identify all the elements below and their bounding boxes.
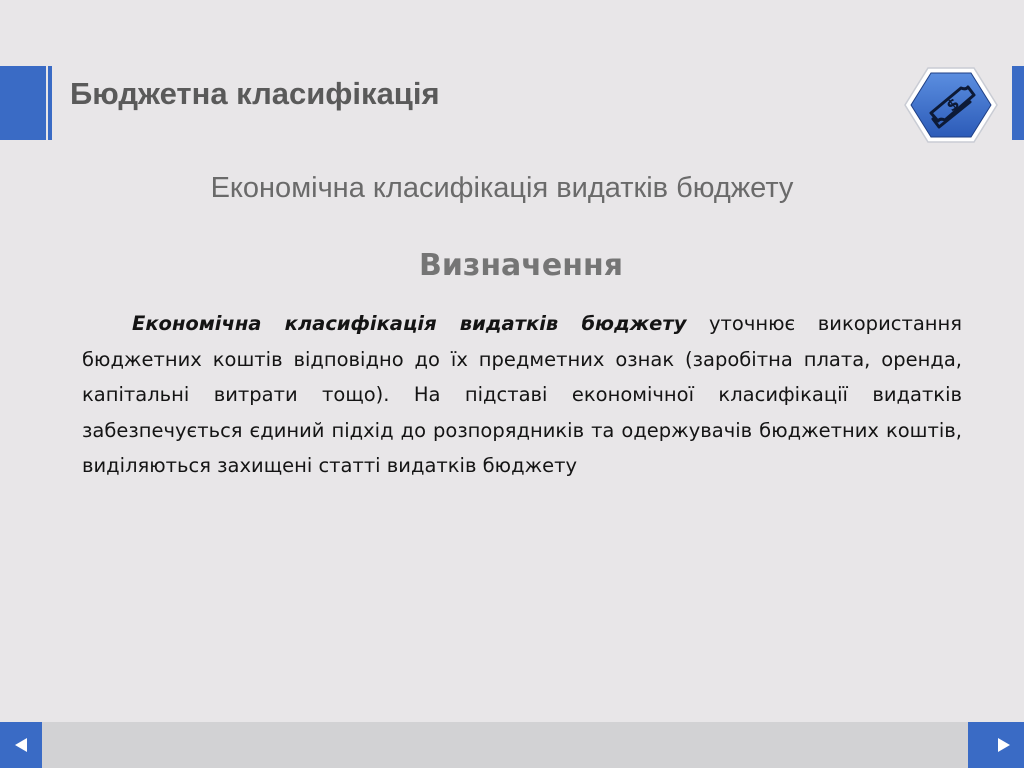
footer-bar [42,722,968,768]
definition-text: уточнює використання бюджетних коштів відповідно до їх предметних ознак (заробітна плата, оренда, капітальні витрати тощо). На підставі економічної класифікації видатків забезпечується єдиний підхід до розпорядників та одержувачів бюджетних коштів, виділяються захищені статті видатків бюджету [82,312,962,477]
previous-slide-button[interactable] [0,722,42,768]
slide-title: Бюджетна класифікація [70,76,440,111]
money-bill-dollar-icon [904,66,998,144]
header-accent-bar-left [0,66,46,140]
definition-term: Економічна класифікація видатків бюджету [132,312,687,335]
triangle-left-icon [15,738,27,752]
header-accent-bar-right [1012,66,1024,140]
definition-paragraph [82,306,962,484]
next-slide-button[interactable] [968,722,1024,768]
section-heading: Визначення [419,248,623,283]
slide-subtitle: Економічна класифікація видатків бюджету [210,172,794,204]
header-accent-stripe-left [48,66,52,140]
svg-text:$: $ [942,93,964,116]
triangle-right-icon [998,738,1010,752]
